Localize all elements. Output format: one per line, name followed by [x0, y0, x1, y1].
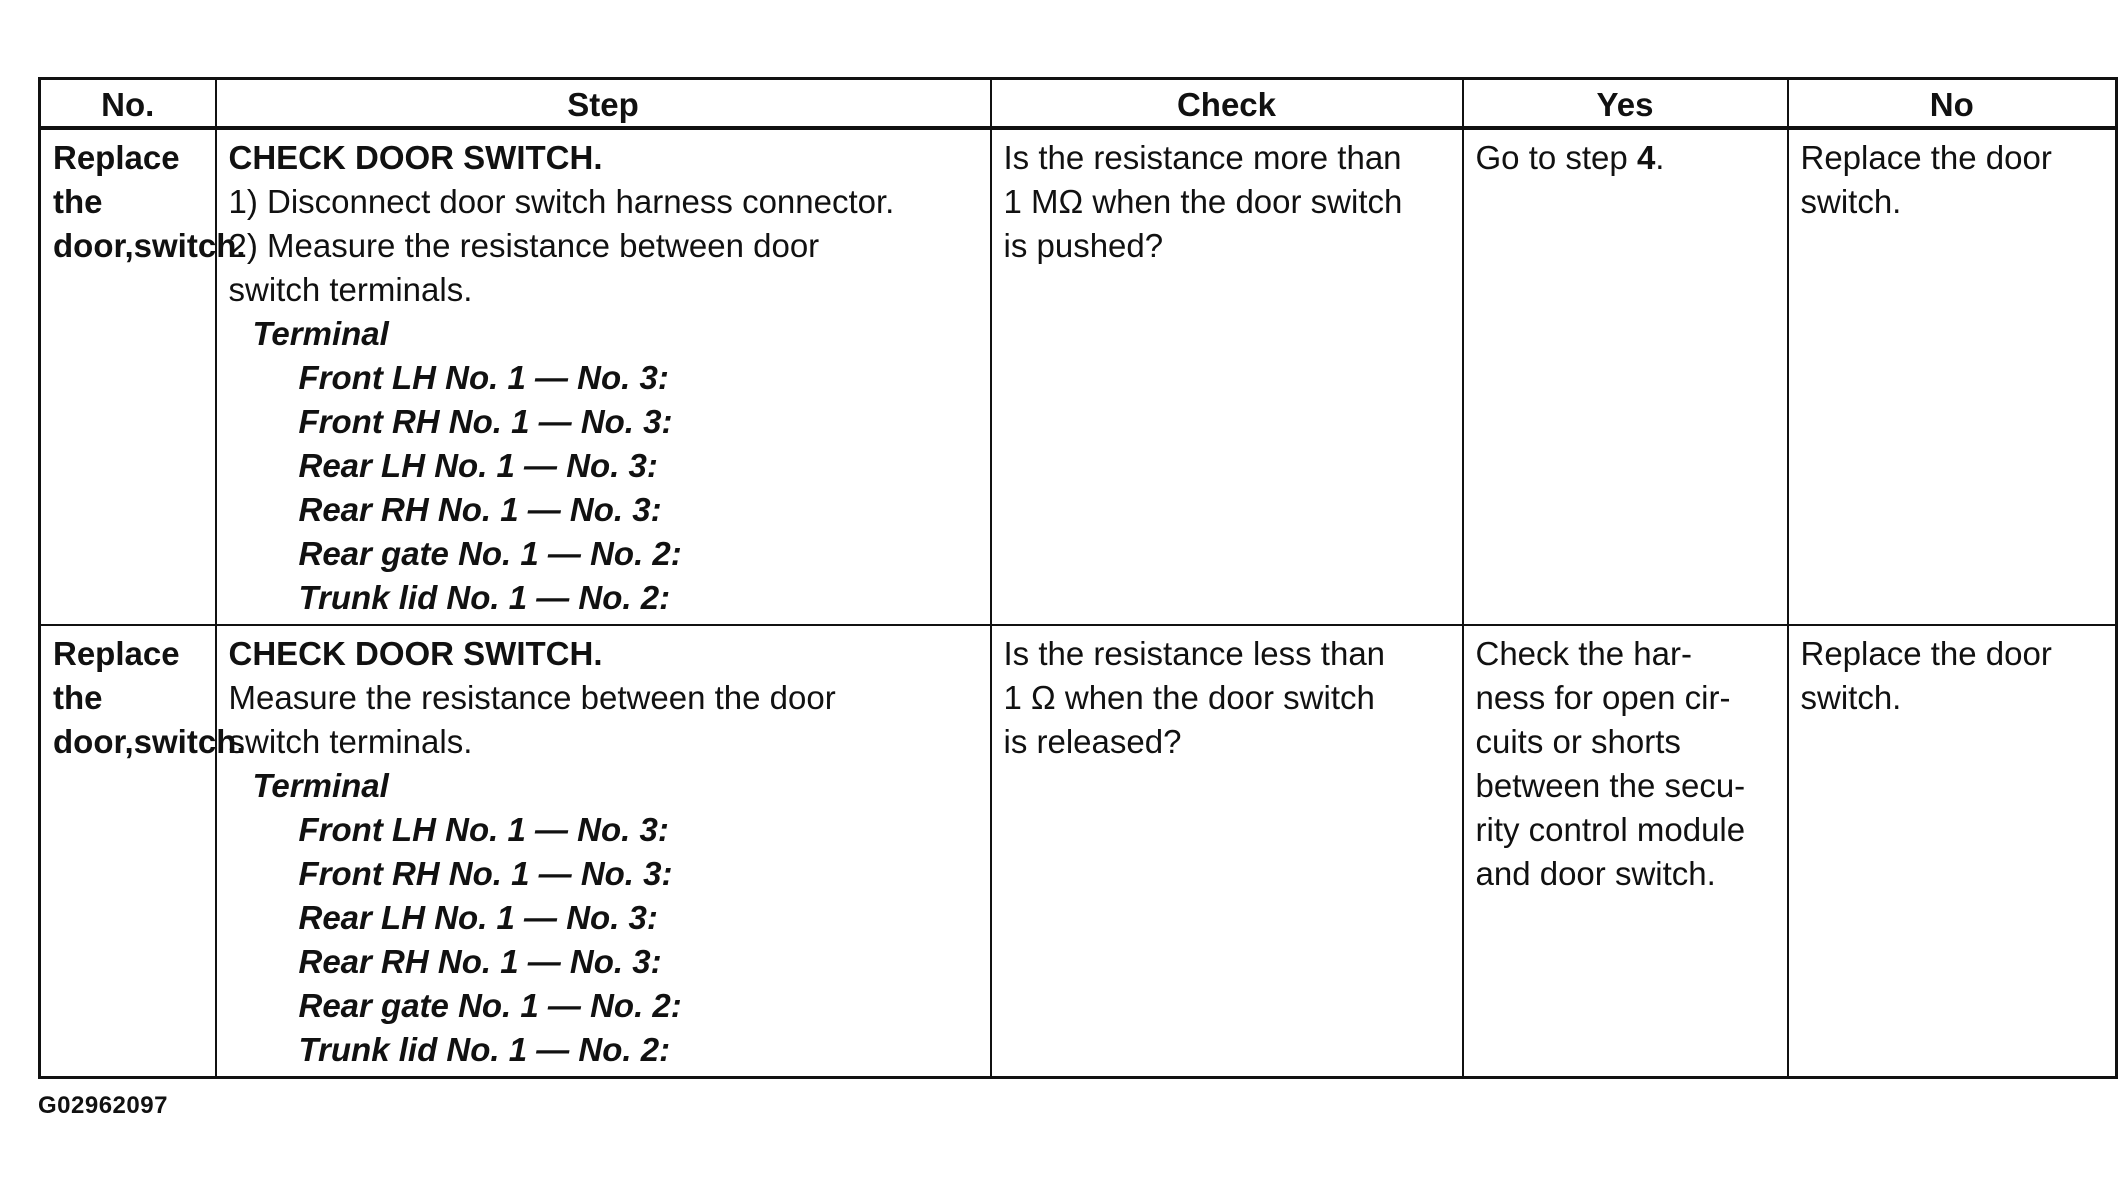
check-text: is released?: [1003, 723, 1182, 760]
yes-cell: [1463, 128, 1788, 625]
step-instruction: switch terminals.: [228, 271, 473, 308]
step-instruction: switch terminals.: [228, 723, 473, 760]
yes-step-reference: 4: [1636, 139, 1656, 176]
terminal-item: Front LH No. 1 — No. 3:: [298, 811, 669, 848]
check-text: 1 Ω when the door switch: [1003, 679, 1375, 716]
step-instruction: 1) Disconnect door switch harness connector.: [228, 183, 895, 220]
terminal-heading: Terminal: [252, 767, 389, 804]
check-text: Is the resistance more than: [1003, 139, 1402, 176]
diagnosis-table: [38, 77, 2118, 1079]
step-number-cell: [40, 128, 246, 625]
no-cell: [1788, 128, 2117, 625]
yes-text-end: .: [1655, 139, 1665, 176]
no-text: switch.: [1800, 183, 1902, 220]
yes-text: between the secu-: [1475, 767, 1746, 804]
step-title: CHECK DOOR SWITCH.: [228, 139, 603, 176]
check-cell: [991, 625, 1463, 1078]
header-row: [40, 79, 2117, 129]
step-number: Replace the door,switch.: [53, 635, 246, 760]
table-row: [40, 625, 2117, 1078]
no-text: Replace the door: [1800, 635, 2052, 672]
terminal-item: Rear LH No. 1 — No. 3:: [298, 447, 658, 484]
no-cell: [1788, 625, 2117, 1078]
table-row: [40, 128, 2117, 625]
terminal-item: Rear RH No. 1 — No. 3:: [298, 491, 662, 528]
header-yes: Yes: [1463, 79, 1788, 129]
terminal-item: Trunk lid No. 1 — No. 2:: [298, 1031, 671, 1068]
yes-text: cuits or shorts: [1475, 723, 1681, 760]
header-check: Check: [991, 79, 1463, 129]
terminal-heading: Terminal: [252, 315, 389, 352]
check-text: is pushed?: [1003, 227, 1164, 264]
yes-text: and door switch.: [1475, 855, 1716, 892]
yes-text: Go to step: [1475, 139, 1637, 176]
step-number-cell: [40, 625, 246, 1078]
terminal-item: Front RH No. 1 — No. 3:: [298, 403, 673, 440]
header-no-result: No: [1788, 79, 2117, 129]
terminal-item: Front RH No. 1 — No. 3:: [298, 855, 673, 892]
header-no: No.: [40, 79, 216, 129]
step-title: CHECK DOOR SWITCH.: [228, 635, 603, 672]
terminal-item: Front LH No. 1 — No. 3:: [298, 359, 669, 396]
terminal-item: Rear RH No. 1 — No. 3:: [298, 943, 662, 980]
step-instruction: 2) Measure the resistance between door: [228, 227, 820, 264]
step-number: Replace the door,switch.: [53, 139, 246, 264]
step-cell: [216, 128, 991, 625]
yes-text: Check the har-: [1475, 635, 1692, 672]
no-text: switch.: [1800, 679, 1902, 716]
step-instruction: Measure the resistance between the door: [228, 679, 836, 716]
no-text: Replace the door: [1800, 139, 2052, 176]
yes-cell: [1463, 625, 1788, 1078]
header-step: Step: [216, 79, 991, 129]
terminal-item: Rear LH No. 1 — No. 3:: [298, 899, 658, 936]
terminal-item: Trunk lid No. 1 — No. 2:: [298, 579, 671, 616]
yes-text: ness for open cir-: [1475, 679, 1731, 716]
step-cell: [216, 625, 991, 1078]
check-cell: [991, 128, 1463, 625]
terminal-item: Rear gate No. 1 — No. 2:: [298, 535, 682, 572]
yes-text: rity control module: [1475, 811, 1746, 848]
terminal-item: Rear gate No. 1 — No. 2:: [298, 987, 682, 1024]
check-text: 1 MΩ when the door switch: [1003, 183, 1403, 220]
check-text: Is the resistance less than: [1003, 635, 1386, 672]
figure-id-label: G02962097: [38, 1092, 168, 1119]
